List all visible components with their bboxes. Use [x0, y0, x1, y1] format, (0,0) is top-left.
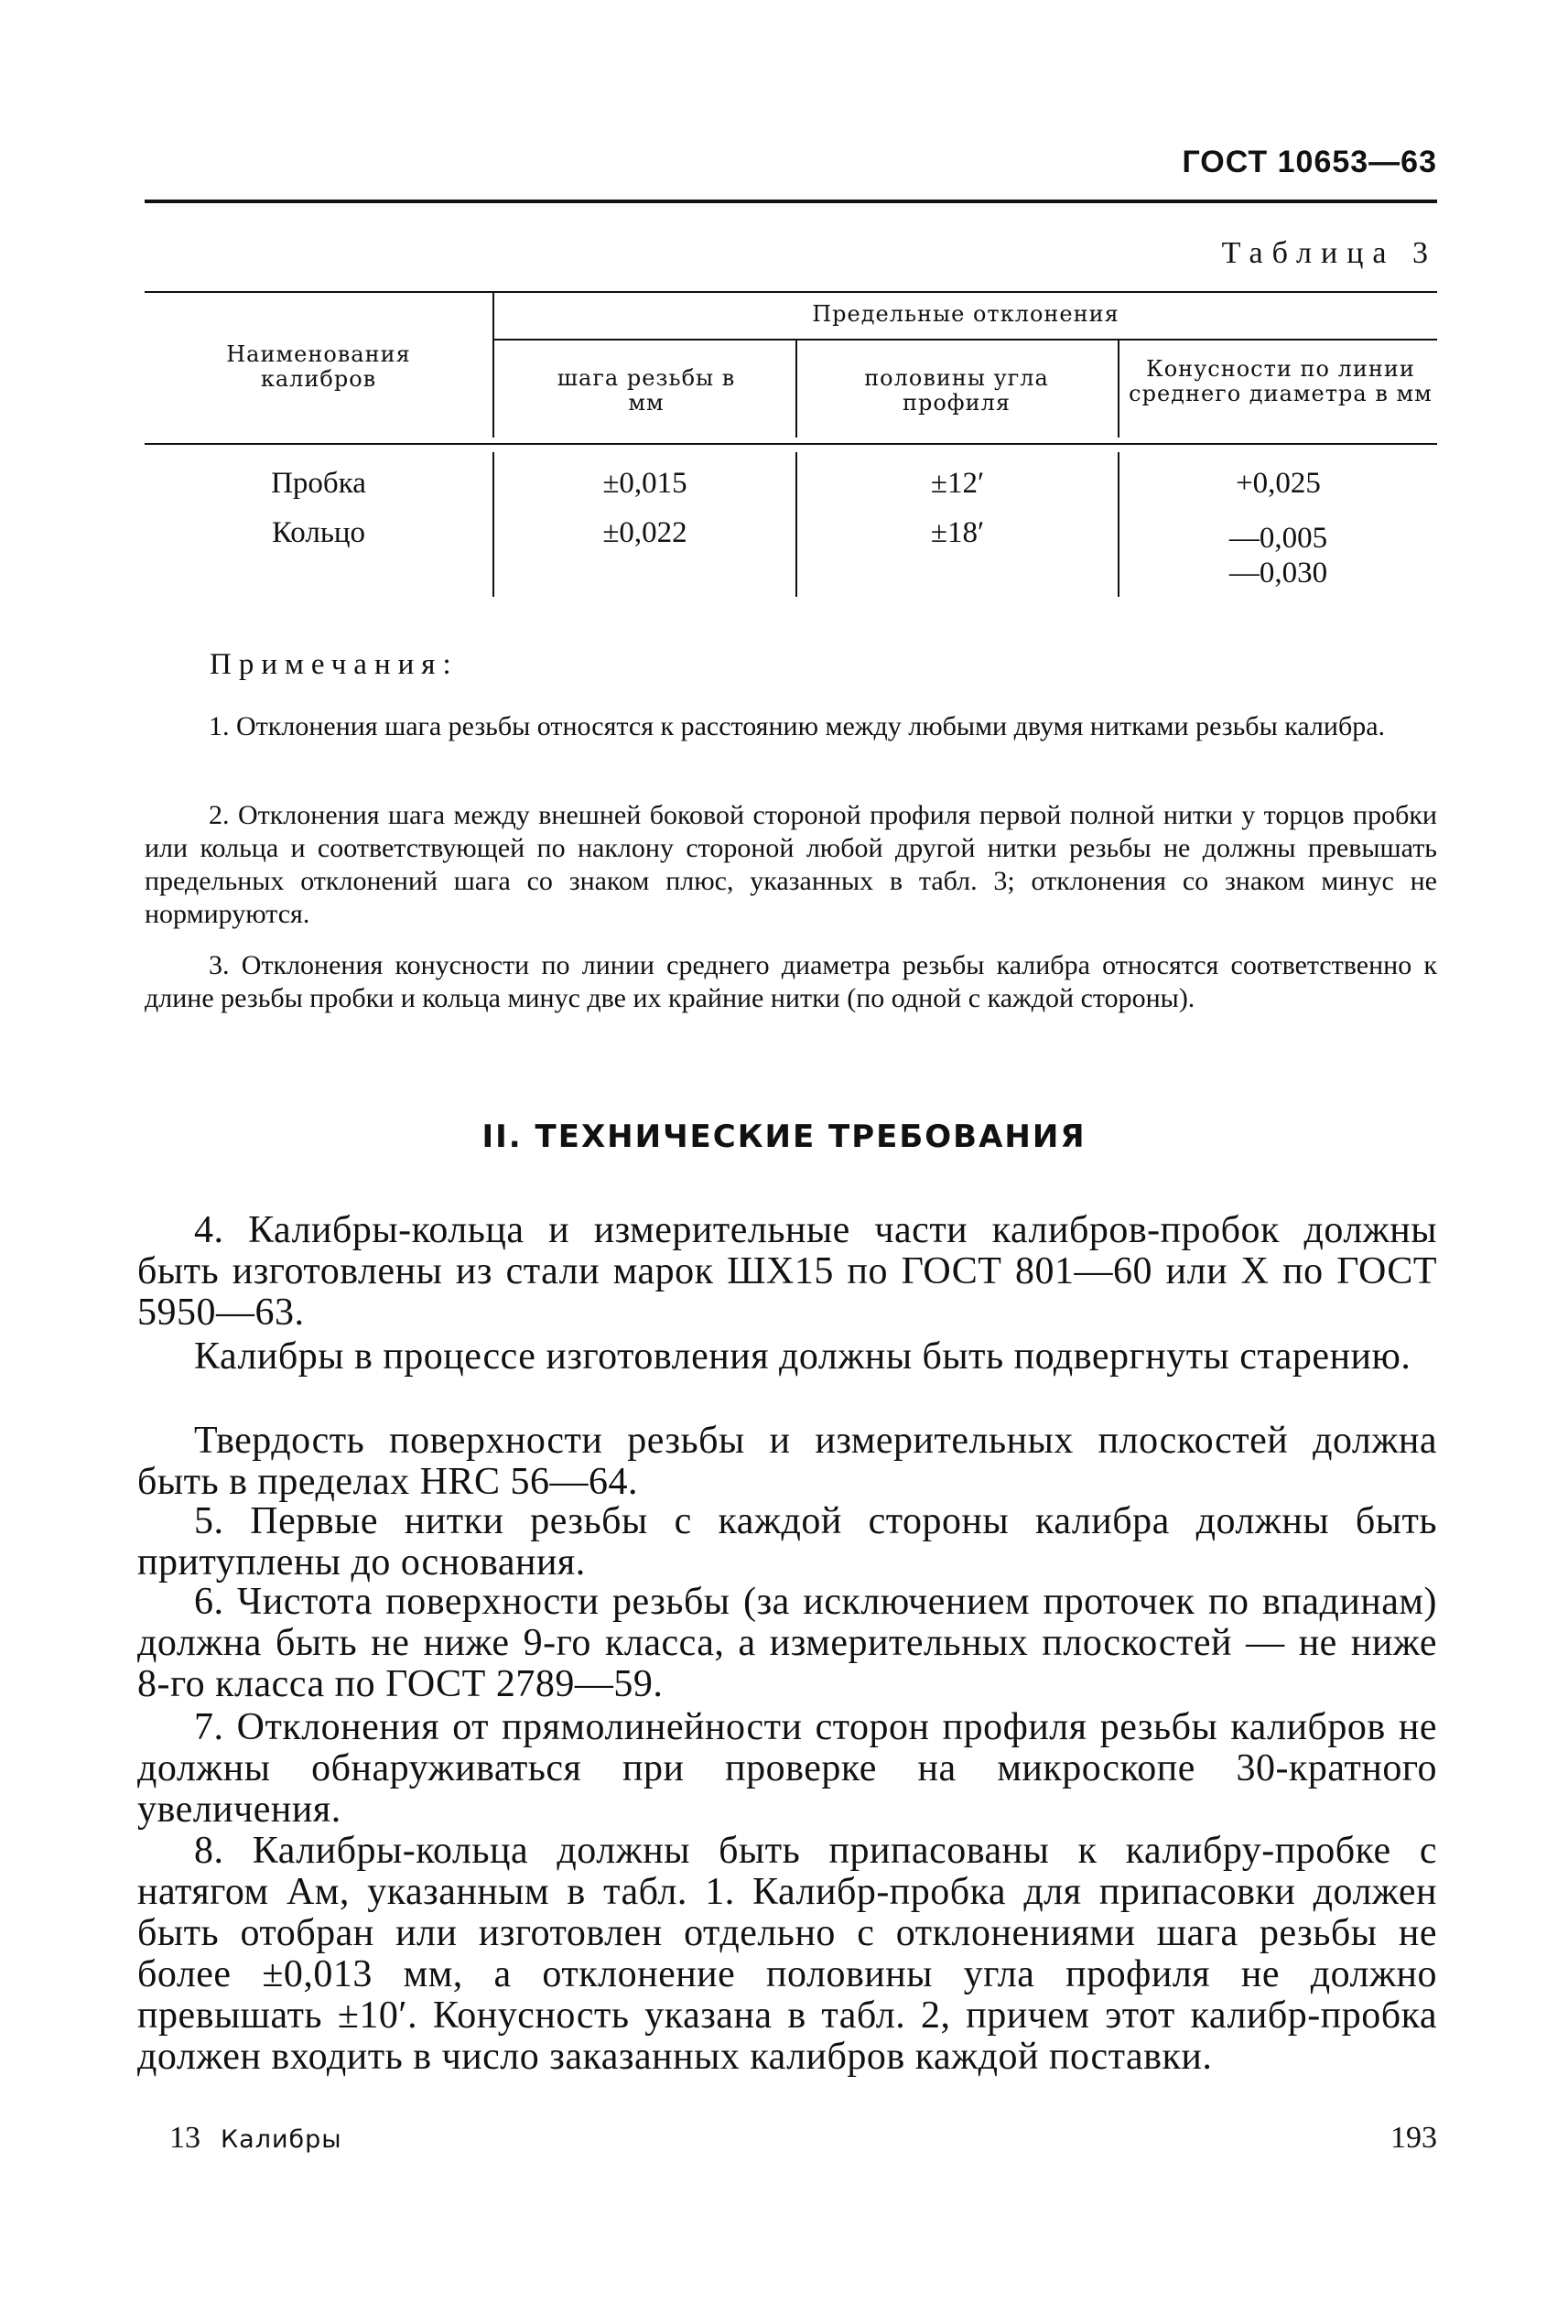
header-rule	[145, 200, 1437, 203]
header-bottom-rule	[145, 443, 1437, 445]
row-1-pitch: ±0,015	[602, 467, 687, 500]
row-2-taper-upper: —0,005	[1228, 522, 1328, 555]
paragraph-aging: Калибры в процессе изготовления должны быть подвергнуты старению.	[194, 1335, 1411, 1378]
row-1-taper: +0,025	[1236, 467, 1321, 500]
row-1-name: Пробка	[271, 467, 366, 500]
group-header-rule	[492, 339, 1437, 340]
row-1-angle: ±12′	[930, 467, 985, 500]
paragraph-6: 6. Чистота поверхности резьбы (за исключением проточек по впадинам) должна быть не ниже 9-го класса, а измерительных плоскостей — не ниже 8-го класса по ГОСТ 2789—59.	[137, 1581, 1437, 1705]
header-group: Предельные отклонения	[812, 301, 1119, 327]
paragraph-5: 5. Первые нитки резьбы с каждой стороны калибра должны быть притуплены до основания.	[137, 1500, 1437, 1584]
header-angle: половины угла профиля	[864, 365, 1049, 416]
paragraph-8: 8. Калибры-кольца должны быть припасованы к калибру-пробке с натягом Aм, указанным в табл. 1. Калибр-пробка для припасовки должен быть отобран или изготовлен отдельно с отклонениями шага резьбы не более ±0,013 мм, а отклонение половины угла профиля не должно превышать ±10′. Конусность указана в табл. 2, причем этот калибр-пробка должен входить в число заказанных калибров каждой поставки.	[137, 1830, 1437, 2078]
paragraph-7: 7. Отклонения от прямолинейности сторон профиля резьбы калибров не должны обнаруживаться при проверке на микроскопе 30-кратного увеличения.	[137, 1706, 1437, 1831]
row-2-name: Кольцо	[271, 516, 366, 549]
row-2-taper-lower: —0,030	[1228, 557, 1328, 589]
header-pitch: шага резьбы в мм	[557, 365, 736, 416]
table-top-rule	[145, 291, 1437, 293]
deviation-table	[145, 291, 1437, 602]
col-divider-2	[795, 339, 797, 438]
note-2: 2. Отклонения шага между внешней боковой стороной профиля первой полной нитки у торцов пробки или кольца и соответствующей по наклону стороной любой другой нитки резьбы не должны превышать предельных отклонений шага со знаком плюс, указанных в табл. 3; отклонения со знаком минус не нормируются.	[145, 800, 1437, 929]
sheet-number: 13	[169, 2121, 200, 2155]
note-1: 1. Отклонения шага резьбы относятся к расстоянию между любыми двумя нитками резьбы калибра.	[209, 711, 1386, 741]
col-divider-3	[1118, 339, 1119, 438]
header-taper: Конусности по линии среднего диаметра в мм	[1129, 356, 1433, 406]
footer-label: Калибры	[221, 2125, 342, 2154]
page-number: 193	[1390, 2121, 1437, 2155]
row-2-pitch: ±0,022	[602, 516, 687, 549]
paragraph-hardness: Твердость поверхности резьбы и измерительных плоскостей должна быть в пределах HRC 56—64.	[137, 1420, 1437, 1503]
note-3: 3. Отклонения конусности по линии среднего диаметра резьбы калибра относятся соответственно к длине резьбы пробки и кольца минус две их крайние нитки (по одной с каждой стороны).	[145, 950, 1437, 1013]
paragraph-4: 4. Калибры-кольца и измерительные части калибров-пробок должны быть изготовлены из стали марок ШХ15 по ГОСТ 801—60 или Х по ГОСТ 5950—63.	[137, 1209, 1437, 1334]
footer-signature	[169, 2121, 342, 2156]
header-name: Наименования калибров	[226, 341, 411, 392]
gost-number: ГОСТ 10653—63	[1182, 145, 1437, 179]
table-caption: Таблица 3	[1221, 236, 1437, 270]
section-title: II. ТЕХНИЧЕСКИЕ ТРЕБОВАНИЯ	[481, 1119, 1087, 1155]
row-2-angle: ±18′	[930, 516, 985, 549]
notes-title: Примечания:	[210, 648, 459, 681]
